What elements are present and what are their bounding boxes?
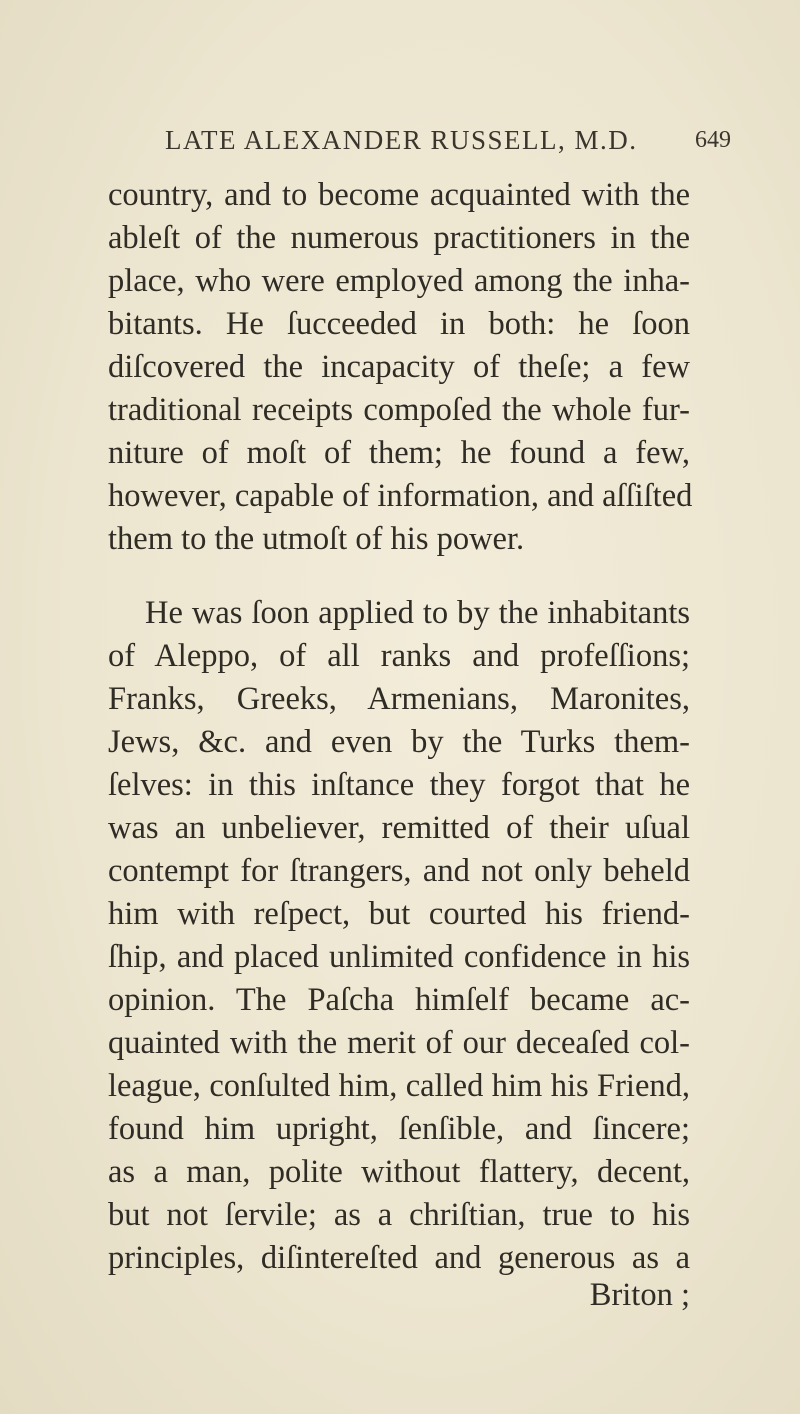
- running-head-title: LATE ALEXANDER RUSSELL, M.D.: [165, 125, 638, 155]
- text-line: opinion. The Paſcha himſelf became ac-: [108, 982, 690, 1018]
- page-number: 649: [695, 127, 731, 153]
- text-line: ſelves: in this inſtance they forgot that he: [108, 767, 690, 803]
- text-line: found him upright, ſenſible, and ſincere;: [108, 1111, 690, 1147]
- text-line: as a man, polite without flattery, decent,: [108, 1154, 690, 1190]
- text-line: ſhip, and placed unlimited confidence in his: [108, 939, 690, 975]
- text-line: however, capable of information, and aſſiſted: [108, 478, 693, 514]
- text-line: contempt for ſtrangers, and not only beheld: [108, 853, 690, 889]
- text-line: country, and to become acquainted with the: [108, 177, 690, 213]
- text-line: place, who were employed among the inha-: [108, 263, 690, 299]
- text-line: him with reſpect, but courted his friend-: [108, 896, 690, 932]
- text-line: diſcovered the incapacity of theſe; a few: [108, 349, 690, 385]
- text-line: them to the utmoſt of his power.: [108, 521, 525, 557]
- text-line: but not ſervile; as a chriſtian, true to his: [108, 1197, 690, 1233]
- text-line: He was ſoon applied to by the inhabitants: [145, 595, 690, 631]
- text-line: league, conſulted him, called him his Friend,: [108, 1068, 690, 1104]
- text-line: of Aleppo, of all ranks and profeſſions;: [108, 638, 690, 674]
- text-line: Franks, Greeks, Armenians, Maronites,: [108, 681, 690, 717]
- text-line: traditional receipts compoſed the whole fur-: [108, 392, 690, 428]
- catchword: Briton ;: [589, 1277, 690, 1313]
- text-line: was an unbeliever, remitted of their uſual: [108, 810, 690, 846]
- running-head: [0, 125, 800, 165]
- text-line: ableſt of the numerous practitioners in the: [108, 220, 690, 256]
- text-line: bitants. He ſucceeded in both: he ſoon: [108, 306, 690, 342]
- text-line: quainted with the merit of our deceaſed col-: [108, 1025, 690, 1061]
- text-line: principles, diſintereſted and generous as a: [108, 1240, 690, 1276]
- text-line: Jews, &c. and even by the Turks them-: [108, 724, 690, 760]
- text-line: niture of moſt of them; he found a few,: [108, 435, 690, 471]
